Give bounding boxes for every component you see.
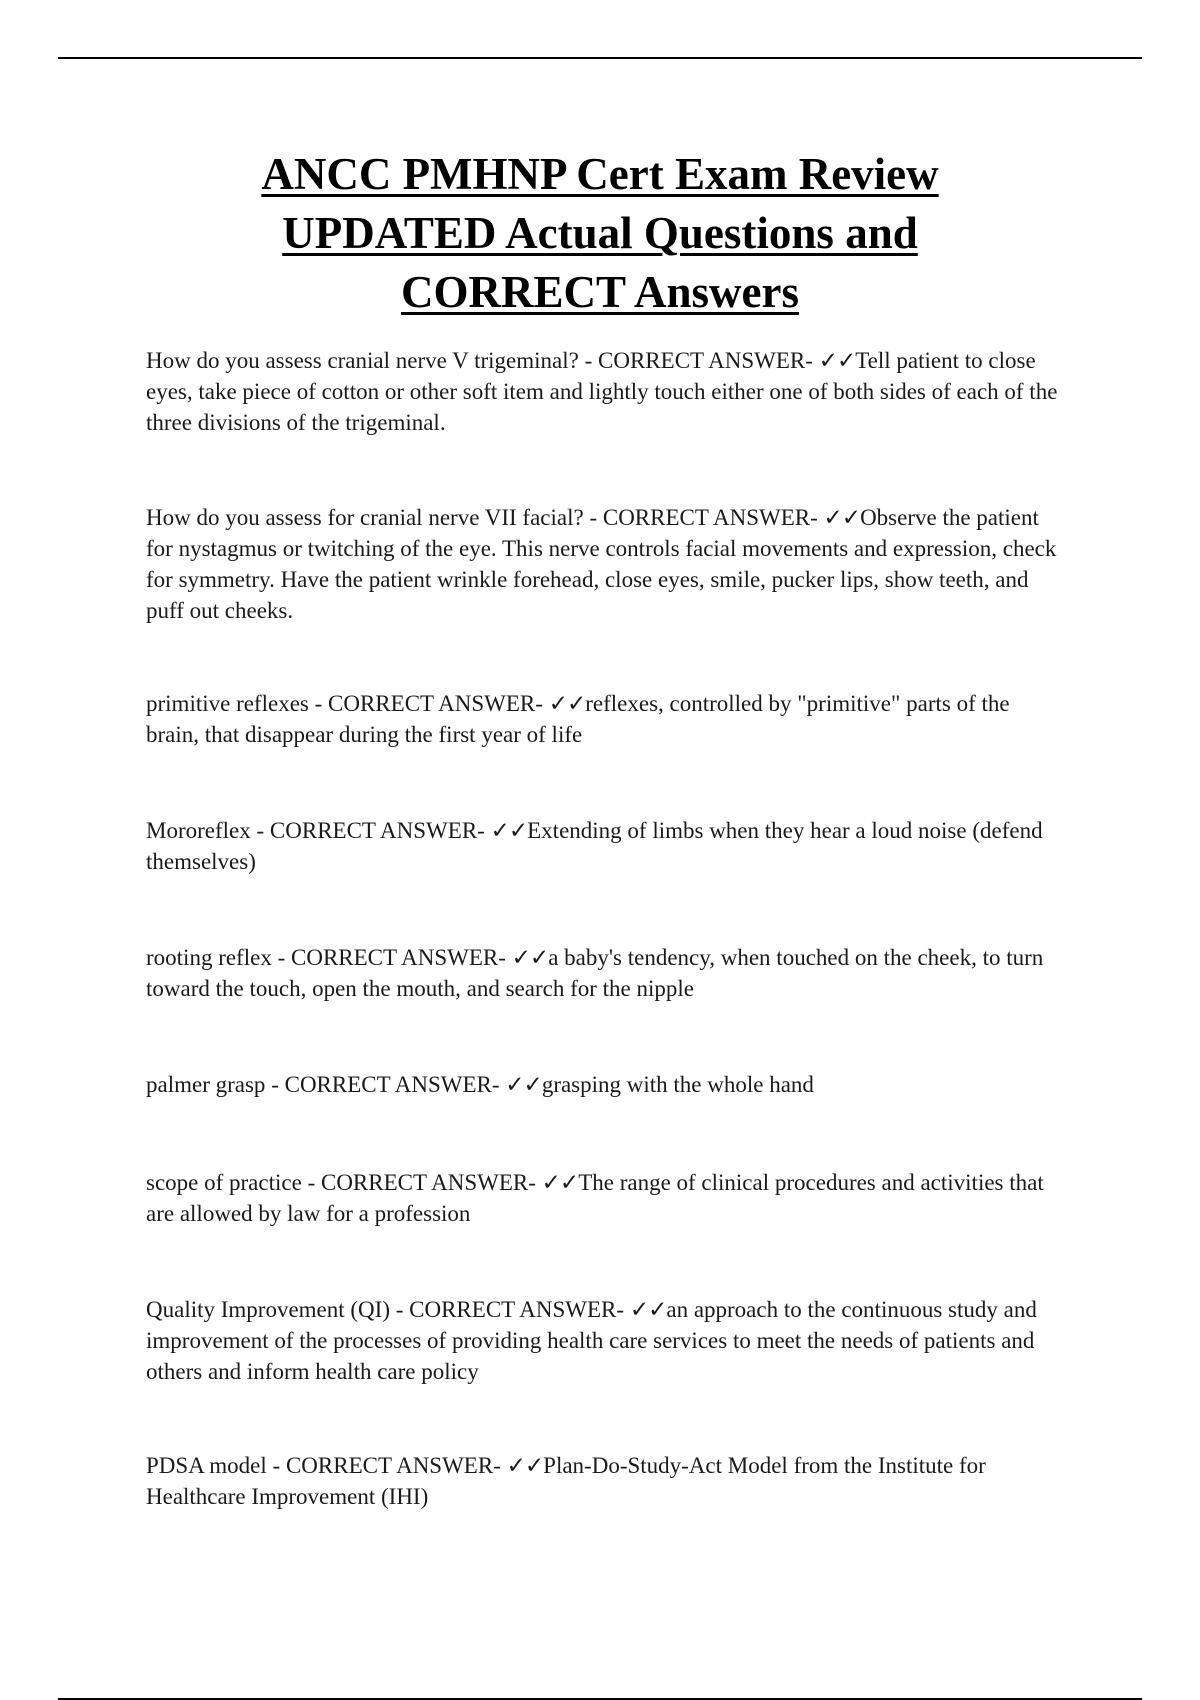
qa-answer: Tell patient to close eyes, take piece of cotton or other soft item and lightly touch either one of both sides of each of the three divisions of the trigeminal.	[146, 348, 1058, 435]
double-check-icon: ✓✓	[511, 945, 549, 970]
qa-term: primitive reflexes	[146, 691, 309, 716]
double-check-icon: ✓✓	[818, 348, 856, 373]
qa-term: How do you assess cranial nerve V trigeminal?	[146, 348, 579, 373]
qa-separator: - CORRECT ANSWER-	[250, 818, 491, 843]
double-check-icon: ✓✓	[629, 1297, 667, 1322]
qa-answer: reflexes, controlled by "primitive" parts of the brain, that disappear during the first year of life	[146, 691, 1010, 747]
qa-separator: - CORRECT ANSWER-	[389, 1297, 630, 1322]
qa-answer: grasping with the whole hand	[541, 1072, 814, 1097]
qa-separator: - CORRECT ANSWER-	[301, 1170, 542, 1195]
double-check-icon: ✓✓	[541, 1170, 579, 1195]
qa-separator: - CORRECT ANSWER-	[271, 945, 512, 970]
double-check-icon: ✓✓	[548, 691, 586, 716]
title-line: ANCC PMHNP Cert Exam Review	[261, 149, 939, 199]
qa-item	[146, 502, 1066, 626]
qa-term: How do you assess for cranial nerve VII facial?	[146, 505, 584, 530]
qa-term: rooting reflex	[146, 945, 272, 970]
qa-term: Quality Improvement (QI)	[146, 1297, 390, 1322]
qa-answer: Extending of limbs when they hear a loud noise (defend themselves)	[146, 818, 1043, 874]
qa-separator: - CORRECT ANSWER-	[266, 1453, 507, 1478]
qa-item	[146, 345, 1066, 438]
double-check-icon: ✓✓	[490, 818, 528, 843]
qa-answer: an approach to the continuous study and improvement of the processes of providing health care services to meet the needs of patients and others and inform health care policy	[146, 1297, 1037, 1384]
qa-item	[146, 1294, 1066, 1387]
qa-term: PDSA model	[146, 1453, 267, 1478]
qa-answer: a baby's tendency, when touched on the cheek, to turn toward the touch, open the mouth, and search for the nipple	[146, 945, 1044, 1001]
double-check-icon: ✓✓	[823, 505, 861, 530]
qa-answer: Observe the patient for nystagmus or twitching of the eye. This nerve controls facial movements and expression, check for symmetry. Have the patient wrinkle forehead, close eyes, smile, pucker lips, show teeth, and puff out cheeks.	[146, 505, 1057, 623]
qa-item	[146, 1167, 1066, 1229]
qa-answer: The range of clinical procedures and activities that are allowed by law for a profession	[146, 1170, 1044, 1226]
qa-term: Mororeflex	[146, 818, 251, 843]
qa-separator: - CORRECT ANSWER-	[265, 1072, 506, 1097]
qa-item	[146, 1069, 1066, 1100]
qa-item	[146, 815, 1066, 877]
qa-separator: - CORRECT ANSWER-	[583, 505, 824, 530]
qa-separator: - CORRECT ANSWER-	[578, 348, 819, 373]
double-check-icon: ✓✓	[506, 1453, 544, 1478]
qa-term: scope of practice	[146, 1170, 302, 1195]
qa-answer: Plan-Do-Study-Act Model from the Institute for Healthcare Improvement (IHI)	[146, 1453, 986, 1509]
qa-item	[146, 1450, 1066, 1512]
qa-item	[146, 688, 1066, 750]
top-rule	[58, 57, 1142, 59]
qa-separator: - CORRECT ANSWER-	[308, 691, 549, 716]
double-check-icon: ✓✓	[505, 1072, 542, 1097]
qa-term: palmer grasp	[146, 1072, 266, 1097]
title-line: UPDATED Actual Questions and	[282, 208, 918, 258]
document-title	[0, 145, 1200, 322]
qa-item	[146, 942, 1066, 1004]
title-line: CORRECT Answers	[401, 267, 799, 317]
